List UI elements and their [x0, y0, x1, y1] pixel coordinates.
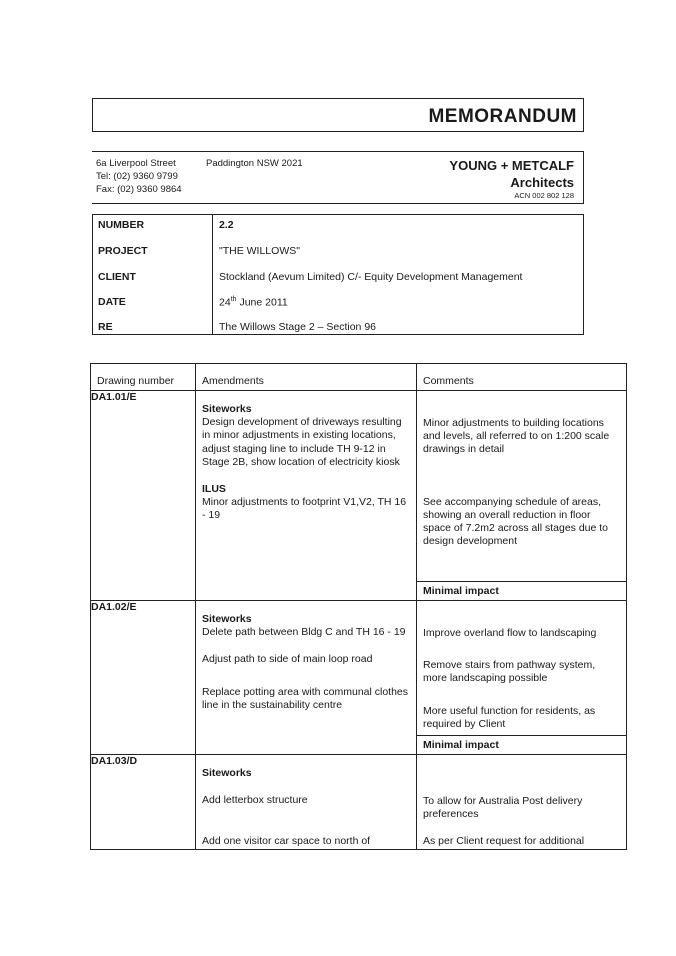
- comment-text: Minor adjustments to building locations and levels, all referred to on 1:200 scale drawings in detail: [423, 417, 610, 456]
- amend-text: Add letterbox structure: [202, 794, 308, 807]
- comment-text: Remove stairs from pathway system, more landscaping possible: [423, 659, 596, 685]
- amend-section-title: ILUS: [202, 482, 226, 495]
- memo-info-box: [92, 214, 584, 335]
- amend-text: Design development of driveways resulting in minor adjustments in existing locations, adjust staging line to include TH 9-12 in Stage 2B, show location of electricity kiosk: [202, 416, 402, 468]
- comment-text: More useful function for residents, as required by Client: [423, 704, 596, 730]
- memo-title-box: [92, 98, 584, 132]
- amend-text: Minor adjustments to footprint V1,V2, TH 16 - 19: [202, 495, 407, 521]
- firm-acn: ACN 002 802 128: [514, 191, 574, 200]
- firm-subtitle: Architects: [510, 175, 574, 190]
- drawing-number: DA1.03/D: [91, 755, 196, 849]
- drawing-number: DA1.02/E: [91, 601, 196, 755]
- firm-name: YOUNG + METCALF: [449, 158, 574, 173]
- comment-text: Improve overland flow to landscaping: [423, 627, 597, 640]
- amendments-cell: [196, 391, 417, 601]
- table-row: [91, 755, 627, 849]
- number-value: 2.2: [219, 219, 234, 231]
- amend-section-title: Siteworks: [202, 403, 252, 416]
- comments-cell: [417, 601, 627, 755]
- impact-label: Minimal impact: [417, 581, 626, 600]
- impact-label: Minimal impact: [417, 735, 626, 754]
- amendments-cell: [196, 601, 417, 755]
- amend-text: Replace potting area with communal clothes line in the sustainability centre: [202, 685, 409, 711]
- amend-section-title: Siteworks: [202, 767, 252, 780]
- table-row: [91, 391, 627, 601]
- amend-text: Delete path between Bldg C and TH 16 - 19: [202, 626, 406, 639]
- date-label: DATE: [98, 296, 126, 308]
- date-value: 24th June 2011: [219, 296, 288, 309]
- amend-text: Add one visitor car space to north of: [202, 835, 371, 848]
- memo-title: MEMORANDUM: [428, 106, 577, 127]
- address-tel: Tel: (02) 9360 9799: [96, 171, 178, 182]
- re-label: RE: [98, 321, 113, 333]
- amendments-cell: [196, 755, 417, 849]
- comments-cell: [417, 391, 627, 601]
- address-street: 6a Liverpool Street: [96, 158, 176, 169]
- project-label: PROJECT: [98, 245, 148, 257]
- client-label: CLIENT: [98, 271, 136, 283]
- number-label: NUMBER: [98, 219, 145, 231]
- header-comments: Comments: [417, 364, 627, 391]
- amendments-table: [90, 363, 627, 850]
- comment-text: As per Client request for additional: [423, 835, 585, 848]
- letterhead: [92, 151, 584, 204]
- re-value: The Willows Stage 2 – Section 96: [219, 321, 376, 333]
- header-amendments: Amendments: [196, 364, 417, 391]
- amend-text: Adjust path to side of main loop road: [202, 653, 373, 666]
- address-fax: Fax: (02) 9360 9864: [96, 184, 182, 195]
- project-value: "THE WILLOWS": [219, 245, 300, 257]
- comment-text: See accompanying schedule of areas, showing an overall reduction in floor space of 7.2m2 across all stages due to design development: [423, 495, 609, 547]
- comment-text: To allow for Australia Post delivery preferences: [423, 795, 583, 821]
- client-value: Stockland (Aevum Limited) C/- Equity Development Management: [219, 271, 523, 283]
- header-drawing-number: Drawing number: [91, 364, 196, 391]
- drawing-number: DA1.01/E: [91, 391, 196, 601]
- table-row: [91, 601, 627, 755]
- amend-section-title: Siteworks: [202, 613, 252, 626]
- comments-cell: [417, 755, 627, 849]
- info-divider: [212, 215, 213, 334]
- address-suburb: Paddington NSW 2021: [206, 158, 303, 169]
- table-header-row: [91, 364, 627, 391]
